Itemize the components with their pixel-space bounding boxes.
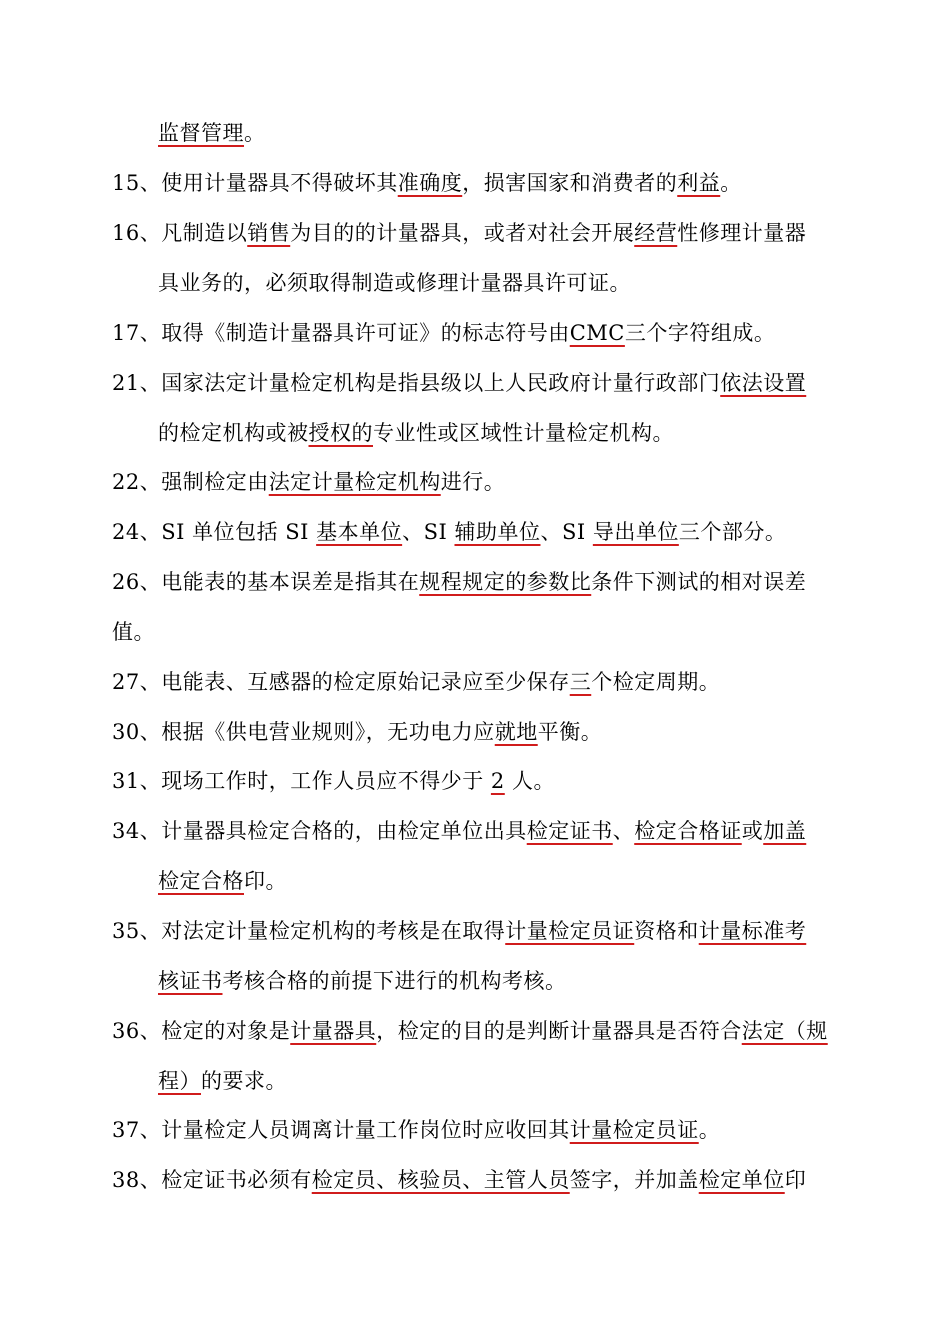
- text-segment: 进行。: [440, 470, 506, 494]
- text-segment: 。: [244, 121, 266, 145]
- underlined-answer: 计量器具: [290, 1019, 377, 1043]
- text-segment: 或: [741, 819, 764, 843]
- underlined-answer: 法定（规: [741, 1019, 828, 1043]
- text-segment: 、SI: [402, 520, 455, 544]
- underlined-answer: 规程规定的参数比: [419, 570, 592, 594]
- text-segment: 资格和: [634, 919, 699, 943]
- underlined-answer: 销售: [247, 221, 291, 245]
- text-segment: 值。: [112, 620, 155, 644]
- text-segment: 签字，并加盖: [569, 1168, 699, 1192]
- text-segment: 平衡。: [537, 720, 603, 744]
- underlined-answer: 授权的: [308, 421, 373, 445]
- text-segment: 、SI: [540, 520, 593, 544]
- text-segment: 37、计量检定人员调离计量工作岗位时应收回其: [112, 1118, 570, 1142]
- text-segment: 条件下测试的相对误差: [591, 570, 807, 594]
- underlined-answer: 计量检定员证: [569, 1118, 699, 1142]
- text-segment: 人。: [504, 769, 555, 793]
- text-line: [112, 816, 806, 846]
- text-line: [112, 1115, 720, 1145]
- text-segment: 。: [720, 171, 742, 195]
- text-segment: 16、凡制造以: [112, 221, 248, 245]
- text-line: [112, 218, 806, 248]
- text-line: [158, 118, 266, 148]
- text-line: [112, 617, 155, 647]
- text-line: [112, 1016, 828, 1046]
- underlined-answer: 检定员、核验员、主管人员: [311, 1168, 570, 1192]
- text-line: [158, 1066, 287, 1096]
- text-segment: 的检定机构或被: [158, 421, 309, 445]
- text-line: [112, 717, 602, 747]
- underlined-answer: 监督管理: [158, 121, 244, 145]
- text-segment: 30、根据《供电营业规则》，无功电力应: [112, 720, 495, 744]
- text-segment: 为目的的计量器具，或者对社会开展: [290, 221, 635, 245]
- text-segment: 34、计量器具检定合格的，由检定单位出具: [112, 819, 527, 843]
- underlined-answer: 经营: [634, 221, 678, 245]
- text-segment: ，检定的目的是判断计量器具是否符合: [376, 1019, 742, 1043]
- text-line: [112, 517, 786, 547]
- text-segment: 专业性或区域性计量检定机构。: [373, 421, 674, 445]
- text-line: [158, 268, 631, 298]
- underlined-answer: 法定计量检定机构: [268, 470, 441, 494]
- text-segment: 27、电能表、互感器的检定原始记录应至少保存: [112, 670, 570, 694]
- underlined-answer: 利益: [677, 171, 721, 195]
- text-line: [112, 368, 806, 398]
- text-segment: 的要求。: [201, 1069, 287, 1093]
- underlined-answer: 导出单位: [592, 520, 679, 544]
- text-segment: 印。: [244, 869, 287, 893]
- underlined-answer: 检定合格证: [634, 819, 742, 843]
- text-segment: 21、国家法定计量检定机构是指县级以上人民政府计量行政部门: [112, 371, 721, 395]
- underlined-answer: 就地: [494, 720, 538, 744]
- underlined-answer: 2: [490, 769, 505, 793]
- text-segment: 17、取得《制造计量器具许可证》的标志符号由: [112, 321, 570, 345]
- underlined-answer: 基本单位: [316, 520, 403, 544]
- underlined-answer: 依法设置: [720, 371, 807, 395]
- underlined-answer: 程）: [158, 1069, 201, 1093]
- text-line: [158, 866, 287, 896]
- text-segment: ，损害国家和消费者的: [462, 171, 678, 195]
- text-segment: 24、SI 单位包括 SI: [112, 520, 317, 544]
- text-segment: 性修理计量器: [677, 221, 807, 245]
- underlined-answer: CMC: [569, 321, 625, 345]
- text-segment: 三个部分。: [678, 520, 787, 544]
- text-segment: 26、电能表的基本误差是指其在: [112, 570, 420, 594]
- underlined-answer: 检定合格: [158, 869, 244, 893]
- text-segment: 具业务的，必须取得制造或修理计量器具许可证。: [158, 271, 631, 295]
- text-segment: 15、使用计量器具不得破坏其: [112, 171, 398, 195]
- text-segment: 35、对法定计量检定机构的考核是在取得: [112, 919, 506, 943]
- text-line: [112, 916, 806, 946]
- text-line: [112, 1165, 806, 1195]
- text-segment: 22、强制检定由: [112, 470, 269, 494]
- text-segment: 36、检定的对象是: [112, 1019, 291, 1043]
- underlined-answer: 辅助单位: [454, 520, 541, 544]
- text-segment: 38、检定证书必须有: [112, 1168, 312, 1192]
- text-segment: 31、现场工作时，工作人员应不得少于: [112, 769, 491, 793]
- text-line: [112, 168, 742, 198]
- text-line: [112, 667, 720, 697]
- underlined-answer: 准确度: [397, 171, 463, 195]
- text-segment: 三个字符组成。: [624, 321, 776, 345]
- underlined-answer: 检定单位: [698, 1168, 785, 1192]
- underlined-answer: 核证书: [158, 969, 223, 993]
- underlined-answer: 计量标准考: [698, 919, 807, 943]
- underlined-answer: 加盖: [763, 819, 807, 843]
- text-line: [112, 766, 555, 796]
- text-line: [158, 418, 674, 448]
- underlined-answer: 计量检定员证: [505, 919, 635, 943]
- text-segment: 、: [612, 819, 635, 843]
- text-line: [158, 966, 567, 996]
- text-segment: 。: [698, 1118, 721, 1142]
- underlined-answer: 三: [569, 670, 592, 694]
- text-line: [112, 567, 806, 597]
- text-segment: 考核合格的前提下进行的机构考核。: [222, 969, 567, 993]
- text-line: [112, 467, 505, 497]
- text-segment: 个检定周期。: [591, 670, 721, 694]
- text-segment: 印: [784, 1168, 807, 1192]
- text-line: [112, 318, 775, 348]
- underlined-answer: 检定证书: [526, 819, 613, 843]
